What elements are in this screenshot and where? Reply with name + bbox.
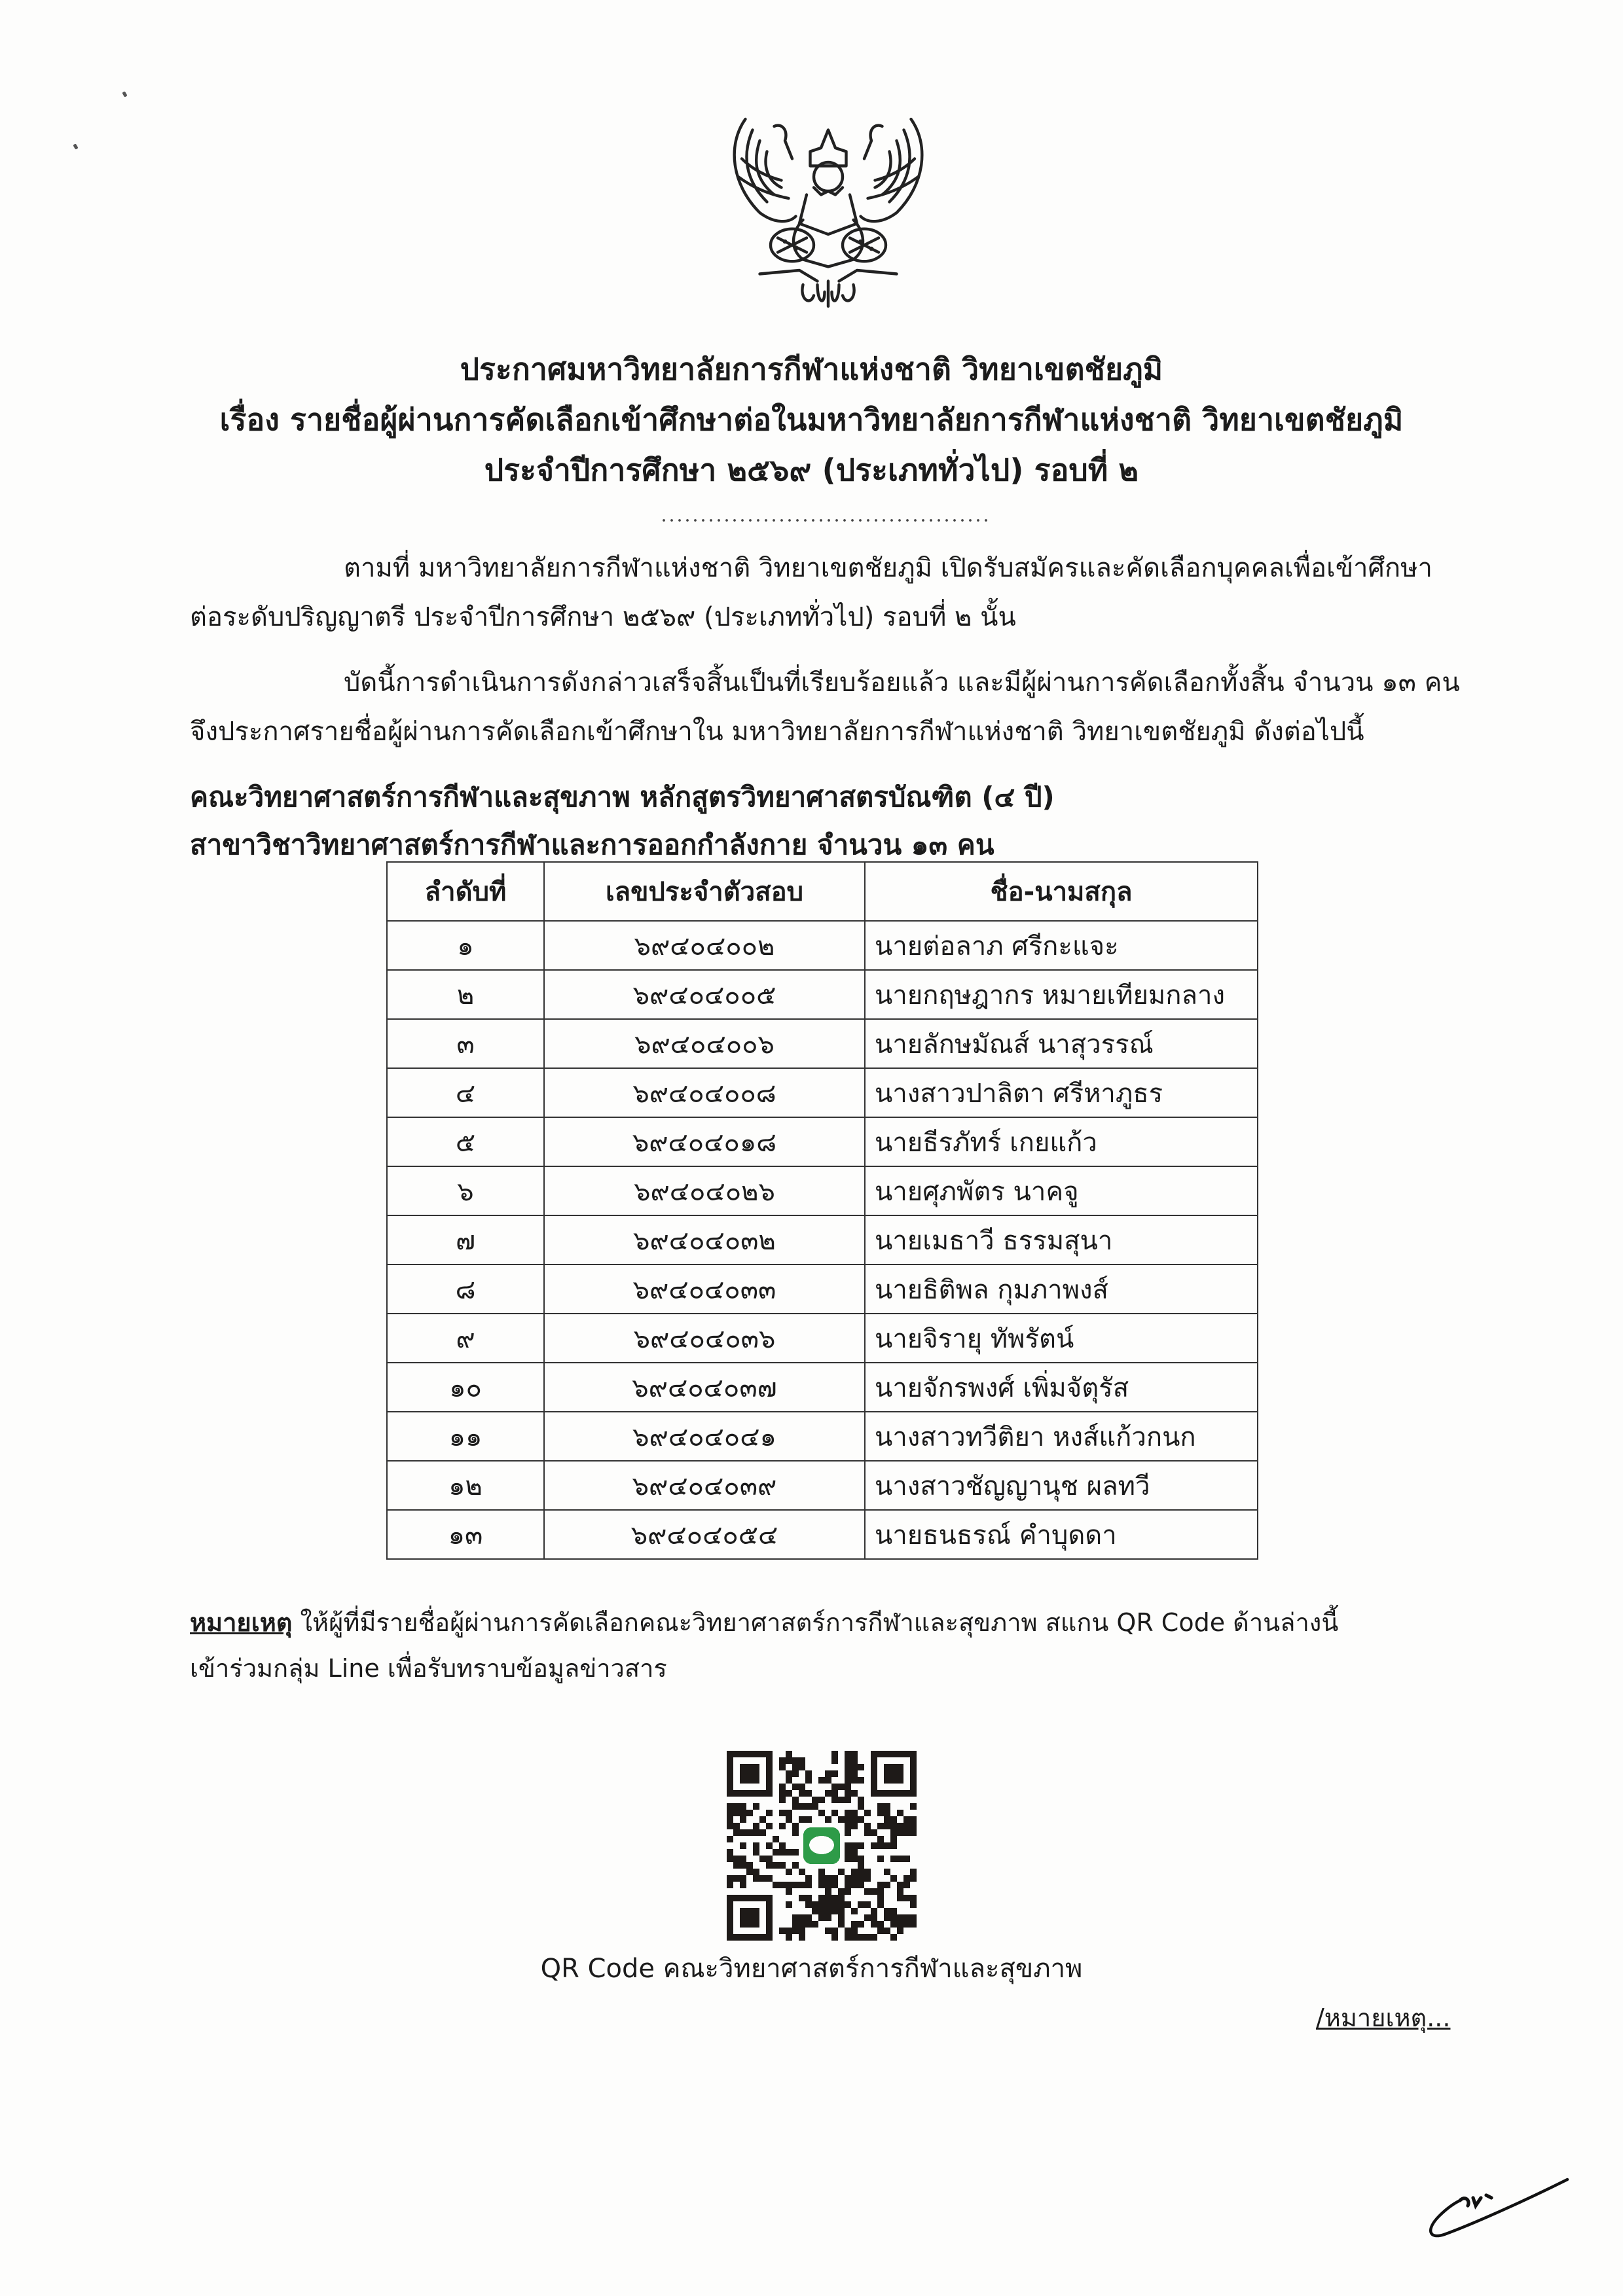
full-name-cell: นายศุภพัตร นาคจู xyxy=(865,1166,1258,1215)
exam-id-cell: ๖๙๔๐๔๐๓๙ xyxy=(544,1461,865,1510)
order-cell: ๑๑ xyxy=(387,1412,544,1461)
paragraph-1-line-2: ต่อระดับปริญญาตรี ประจำปีการศึกษา ๒๕๖๙ (ประเภททั่วไป) รอบที่ ๒ นั้น xyxy=(190,602,1016,632)
exam-id-cell: ๖๙๔๐๔๐๑๘ xyxy=(544,1117,865,1166)
table-row xyxy=(387,1314,1258,1363)
table-row xyxy=(387,1166,1258,1215)
table-row xyxy=(387,1068,1258,1117)
table-row xyxy=(387,1215,1258,1265)
full-name-cell: นายธีรภัทร์ เกยแก้ว xyxy=(865,1117,1258,1166)
note-label: หมายเหตุ xyxy=(190,1608,293,1637)
exam-id-cell: ๖๙๔๐๔๐๐๒ xyxy=(544,921,865,970)
order-cell: ๖ xyxy=(387,1166,544,1215)
title-separator xyxy=(660,518,991,522)
table-row xyxy=(387,1117,1258,1166)
paragraph-2-line-1: บัดนี้การดำเนินการดังกล่าวเสร็จสิ้นเป็นที่เรียบร้อยแล้ว และมีผู้ผ่านการคัดเลือกทั้งสิ้น จำนวน ๑๓ คน xyxy=(344,668,1460,698)
order-cell: ๑ xyxy=(387,921,544,970)
table-row xyxy=(387,1510,1258,1559)
scan-speck xyxy=(122,91,127,97)
exam-id-cell: ๖๙๔๐๔๐๓๓ xyxy=(544,1265,865,1314)
full-name-cell: นายจิรายุ ทัพรัตน์ xyxy=(865,1314,1258,1363)
table-row xyxy=(387,921,1258,970)
major-heading: สาขาวิชาวิทยาศาสตร์การกีฬาและการออกกำลังกาย จำนวน ๑๓ คน xyxy=(190,829,994,861)
exam-id-cell: ๖๙๔๐๔๐๔๑ xyxy=(544,1412,865,1461)
exam-id-cell: ๖๙๔๐๔๐๓๗ xyxy=(544,1363,865,1412)
exam-id-cell: ๖๙๔๐๔๐๐๕ xyxy=(544,970,865,1019)
table-row xyxy=(387,1265,1258,1314)
order-cell: ๑๓ xyxy=(387,1510,544,1559)
order-cell: ๘ xyxy=(387,1265,544,1314)
table-row xyxy=(387,970,1258,1019)
note-line-2: เข้าร่วมกลุ่ม Line เพื่อรับทราบข้อมูลข่าวสาร xyxy=(190,1654,667,1683)
column-header-order: ลำดับที่ xyxy=(387,862,544,921)
full-name-cell: นายธิติพล กุมภาพงส์ xyxy=(865,1265,1258,1314)
qr-caption: QR Code คณะวิทยาศาสตร์การกีฬาและสุขภาพ xyxy=(540,1954,1083,1984)
announcement-academic-year: ประจำปีการศึกษา ๒๕๖๙ (ประเภททั่วไป) รอบที่ ๒ xyxy=(484,452,1139,488)
full-name-cell: นายจักรพงศ์ เพิ่มจัตุรัส xyxy=(865,1363,1258,1412)
order-cell: ๒ xyxy=(387,970,544,1019)
full-name-cell: นายลักษมัณส์ นาสุวรรณ์ xyxy=(865,1019,1258,1068)
full-name-cell: นางสาวปาลิตา ศรีหาภูธร xyxy=(865,1068,1258,1117)
paragraph-1-line-1: ตามที่ มหาวิทยาลัยการกีฬาแห่งชาติ วิทยาเขตชัยภูมิ เปิดรับสมัครและคัดเลือกบุคคลเพื่อเข้าศึกษา xyxy=(344,553,1432,583)
full-name-cell: นายธนธรณ์ คำบุดดา xyxy=(865,1510,1258,1559)
exam-id-cell: ๖๙๔๐๔๐๕๔ xyxy=(544,1510,865,1559)
signature-icon xyxy=(1421,2166,1578,2245)
order-cell: ๓ xyxy=(387,1019,544,1068)
table-row xyxy=(387,1019,1258,1068)
column-header-exam-id: เลขประจำตัวสอบ xyxy=(544,862,865,921)
full-name-cell: นายเมธาวี ธรรมสุนา xyxy=(865,1215,1258,1265)
paragraph-2-line-2: จึงประกาศรายชื่อผู้ผ่านการคัดเลือกเข้าศึกษาใน มหาวิทยาลัยการกีฬาแห่งชาติ วิทยาเขตชัยภูมิ ดังต่อไปนี้ xyxy=(190,717,1364,747)
order-cell: ๕ xyxy=(387,1117,544,1166)
full-name-cell: นายกฤษฎากร หมายเทียมกลาง xyxy=(865,970,1258,1019)
note-text: ให้ผู้ที่มีรายชื่อผู้ผ่านการคัดเลือกคณะวิทยาศาสตร์การกีฬาและสุขภาพ สแกน QR Code ด้านล่างนี้ xyxy=(292,1608,1339,1637)
garuda-emblem-icon xyxy=(720,105,936,321)
full-name-cell: นางสาวทวีติยา หงส์แก้วกนก xyxy=(865,1412,1258,1461)
order-cell: ๗ xyxy=(387,1215,544,1265)
column-header-full-name: ชื่อ-นามสกุล xyxy=(865,862,1258,921)
exam-id-cell: ๖๙๔๐๔๐๒๖ xyxy=(544,1166,865,1215)
order-cell: ๑๒ xyxy=(387,1461,544,1510)
exam-id-cell: ๖๙๔๐๔๐๓๖ xyxy=(544,1314,865,1363)
exam-id-cell: ๖๙๔๐๔๐๓๒ xyxy=(544,1215,865,1265)
announcement-subject: เรื่อง รายชื่อผู้ผ่านการคัดเลือกเข้าศึกษาต่อในมหาวิทยาลัยการกีฬาแห่งชาติ วิทยาเขตชัยภูมิ xyxy=(219,402,1404,437)
table-row xyxy=(387,1363,1258,1412)
faculty-heading: คณะวิทยาศาสตร์การกีฬาและสุขภาพ หลักสูตรวิทยาศาสตรบัณฑิต (๔ ปี) xyxy=(190,781,1055,813)
line-group-qr-code[interactable] xyxy=(727,1751,917,1941)
order-cell: ๙ xyxy=(387,1314,544,1363)
exam-id-cell: ๖๙๔๐๔๐๐๖ xyxy=(544,1019,865,1068)
full-name-cell: นายต่อลาภ ศรีกะแจะ xyxy=(865,921,1258,970)
table-row xyxy=(387,1461,1258,1510)
note-line-1 xyxy=(190,1602,1338,1642)
exam-id-cell: ๖๙๔๐๔๐๐๘ xyxy=(544,1068,865,1117)
continued-marker: /หมายเหตุ... xyxy=(1316,2003,1451,2032)
full-name-cell: นางสาวชัญญานุช ผลทวี xyxy=(865,1461,1258,1510)
scan-speck xyxy=(73,143,78,149)
admitted-students-table xyxy=(386,861,1258,1560)
order-cell: ๔ xyxy=(387,1068,544,1117)
order-cell: ๑๐ xyxy=(387,1363,544,1412)
table-header-row xyxy=(387,862,1258,921)
announcement-title: ประกาศมหาวิทยาลัยการกีฬาแห่งชาติ วิทยาเขตชัยภูมิ xyxy=(460,351,1163,387)
table-row xyxy=(387,1412,1258,1461)
